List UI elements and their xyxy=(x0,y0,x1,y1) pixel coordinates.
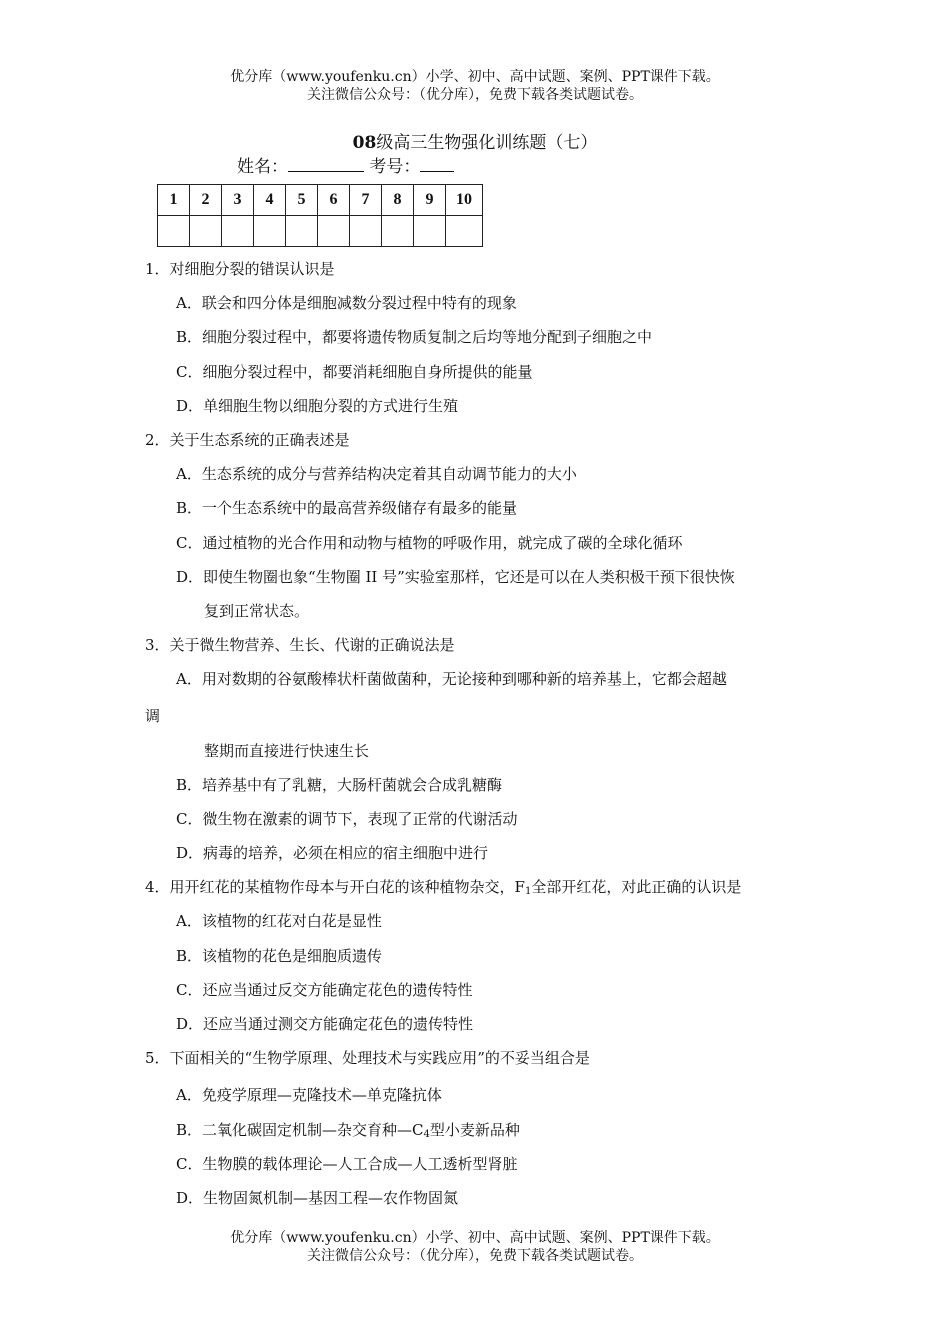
question-5-option-b-text: B．二氧化碳固定机制—杂交育种—C xyxy=(176,1121,424,1139)
number-label: 考号： xyxy=(369,157,421,177)
answer-cell[interactable] xyxy=(446,216,483,247)
title-grade: 08 xyxy=(352,133,377,153)
number-field[interactable] xyxy=(420,155,454,172)
answer-header-cell: 1 xyxy=(158,185,190,216)
question-1-option-c: C．细胞分裂过程中，都要消耗细胞自身所提供的能量 xyxy=(176,363,533,381)
question-3-option-a-wrap: 调 xyxy=(145,707,161,725)
answer-table-header xyxy=(158,185,483,216)
answer-header-cell: 8 xyxy=(382,185,414,216)
question-3-option-a-continuation: 整期而直接进行快速生长 xyxy=(204,742,370,760)
answer-cell[interactable] xyxy=(286,216,318,247)
question-4-option-d: D．还应当通过测交方能确定花色的遗传特性 xyxy=(176,1015,474,1033)
answer-header-cell: 9 xyxy=(414,185,446,216)
answer-cell[interactable] xyxy=(382,216,414,247)
question-3-option-c: C．微生物在激素的调节下，表现了正常的代谢活动 xyxy=(176,810,518,828)
answer-cell[interactable] xyxy=(350,216,382,247)
answer-header-cell: 6 xyxy=(318,185,350,216)
question-2-option-a: A．生态系统的成分与营养结构决定着其自动调节能力的大小 xyxy=(176,465,577,483)
page-title xyxy=(0,128,950,153)
answer-cell[interactable] xyxy=(318,216,350,247)
question-4-stem-text: 4．用开红花的某植物作母本与开白花的该种植物杂交，F xyxy=(145,878,525,896)
question-2-option-d: D．即使生物圈也象“生物圈 II 号”实验室那样，它还是可以在人类积极干预下很快恢 xyxy=(176,568,735,586)
question-5-option-b-subscript: 4 xyxy=(423,1129,430,1140)
answer-header-cell: 2 xyxy=(190,185,222,216)
footer-line-2: 关注微信公众号：（优分库），免费下载各类试题试卷。 xyxy=(307,1248,643,1264)
name-field[interactable] xyxy=(288,155,364,172)
answer-header-cell: 3 xyxy=(222,185,254,216)
question-5-option-a: A．免疫学原理—克隆技术—单克隆抗体 xyxy=(176,1086,442,1104)
question-2-option-d-continuation: 复到正常状态。 xyxy=(204,602,310,620)
question-4-stem-subscript: 1 xyxy=(524,886,532,897)
answer-header-cell: 4 xyxy=(254,185,286,216)
question-4-option-a: A．该植物的红花对白花是显性 xyxy=(176,912,382,930)
answer-cell[interactable] xyxy=(158,216,190,247)
question-5-option-b-text-end: 型小麦新品种 xyxy=(429,1121,520,1139)
question-2-stem: 2．关于生态系统的正确表述是 xyxy=(145,431,350,449)
answer-header-cell: 10 xyxy=(446,185,483,216)
question-4-stem xyxy=(145,876,741,897)
question-5-stem: 5．下面相关的“生物学原理、处理技术与实践应用”的不妥当组合是 xyxy=(145,1049,590,1067)
answer-cell[interactable] xyxy=(414,216,446,247)
question-5-option-c: C．生物膜的载体理论—人工合成—人工透析型肾脏 xyxy=(176,1155,518,1173)
answer-cell[interactable] xyxy=(254,216,286,247)
question-4-option-c: C．还应当通过反交方能确定花色的遗传特性 xyxy=(176,981,473,999)
header-line-2: 关注微信公众号：（优分库），免费下载各类试题试卷。 xyxy=(307,87,643,103)
question-5-option-d: D．生物固氮机制—基因工程—农作物固氮 xyxy=(176,1189,459,1207)
title-text: 级高三生物强化训练题（七） xyxy=(376,133,598,153)
question-4-option-b: B．该植物的花色是细胞质遗传 xyxy=(176,947,383,965)
footer-line-1: 优分库（www.youfenku.cn）小学、初中、高中试题、案例、PPT课件下载。 xyxy=(230,1230,720,1246)
question-2-option-b: B．一个生态系统中的最高营养级储存有最多的能量 xyxy=(176,499,518,517)
question-4-stem-text-end: 全部开红花，对此正确的认识是 xyxy=(531,878,742,896)
student-fields xyxy=(237,152,454,177)
question-1-stem: 1．对细胞分裂的错误认识是 xyxy=(145,260,335,278)
answer-table-blank-row xyxy=(158,216,483,247)
question-3-option-b: B．培养基中有了乳糖，大肠杆菌就会合成乳糖酶 xyxy=(176,776,503,794)
question-1-option-d: D．单细胞生物以细胞分裂的方式进行生殖 xyxy=(176,397,459,415)
question-2-option-c: C．通过植物的光合作用和动物与植物的呼吸作用，就完成了碳的全球化循环 xyxy=(176,534,683,552)
question-3-option-d: D．病毒的培养，必须在相应的宿主细胞中进行 xyxy=(176,844,489,862)
answer-cell[interactable] xyxy=(190,216,222,247)
answer-header-cell: 5 xyxy=(286,185,318,216)
answer-table xyxy=(157,184,483,247)
question-1-option-a: A．联会和四分体是细胞减数分裂过程中特有的现象 xyxy=(176,294,517,312)
answer-header-cell: 7 xyxy=(350,185,382,216)
header-line-1: 优分库（www.youfenku.cn）小学、初中、高中试题、案例、PPT课件下载。 xyxy=(230,69,720,85)
question-3-option-a: A．用对数期的谷氨酸棒状杆菌做菌种，无论接种到哪种新的培养基上，它都会超越 xyxy=(176,670,727,688)
question-5-option-b xyxy=(176,1119,520,1140)
question-3-stem: 3．关于微生物营养、生长、代谢的正确说法是 xyxy=(145,636,455,654)
name-label: 姓名： xyxy=(237,157,288,177)
answer-cell[interactable] xyxy=(222,216,254,247)
question-1-option-b: B．细胞分裂过程中，都要将遗传物质复制之后均等地分配到子细胞之中 xyxy=(176,328,653,346)
